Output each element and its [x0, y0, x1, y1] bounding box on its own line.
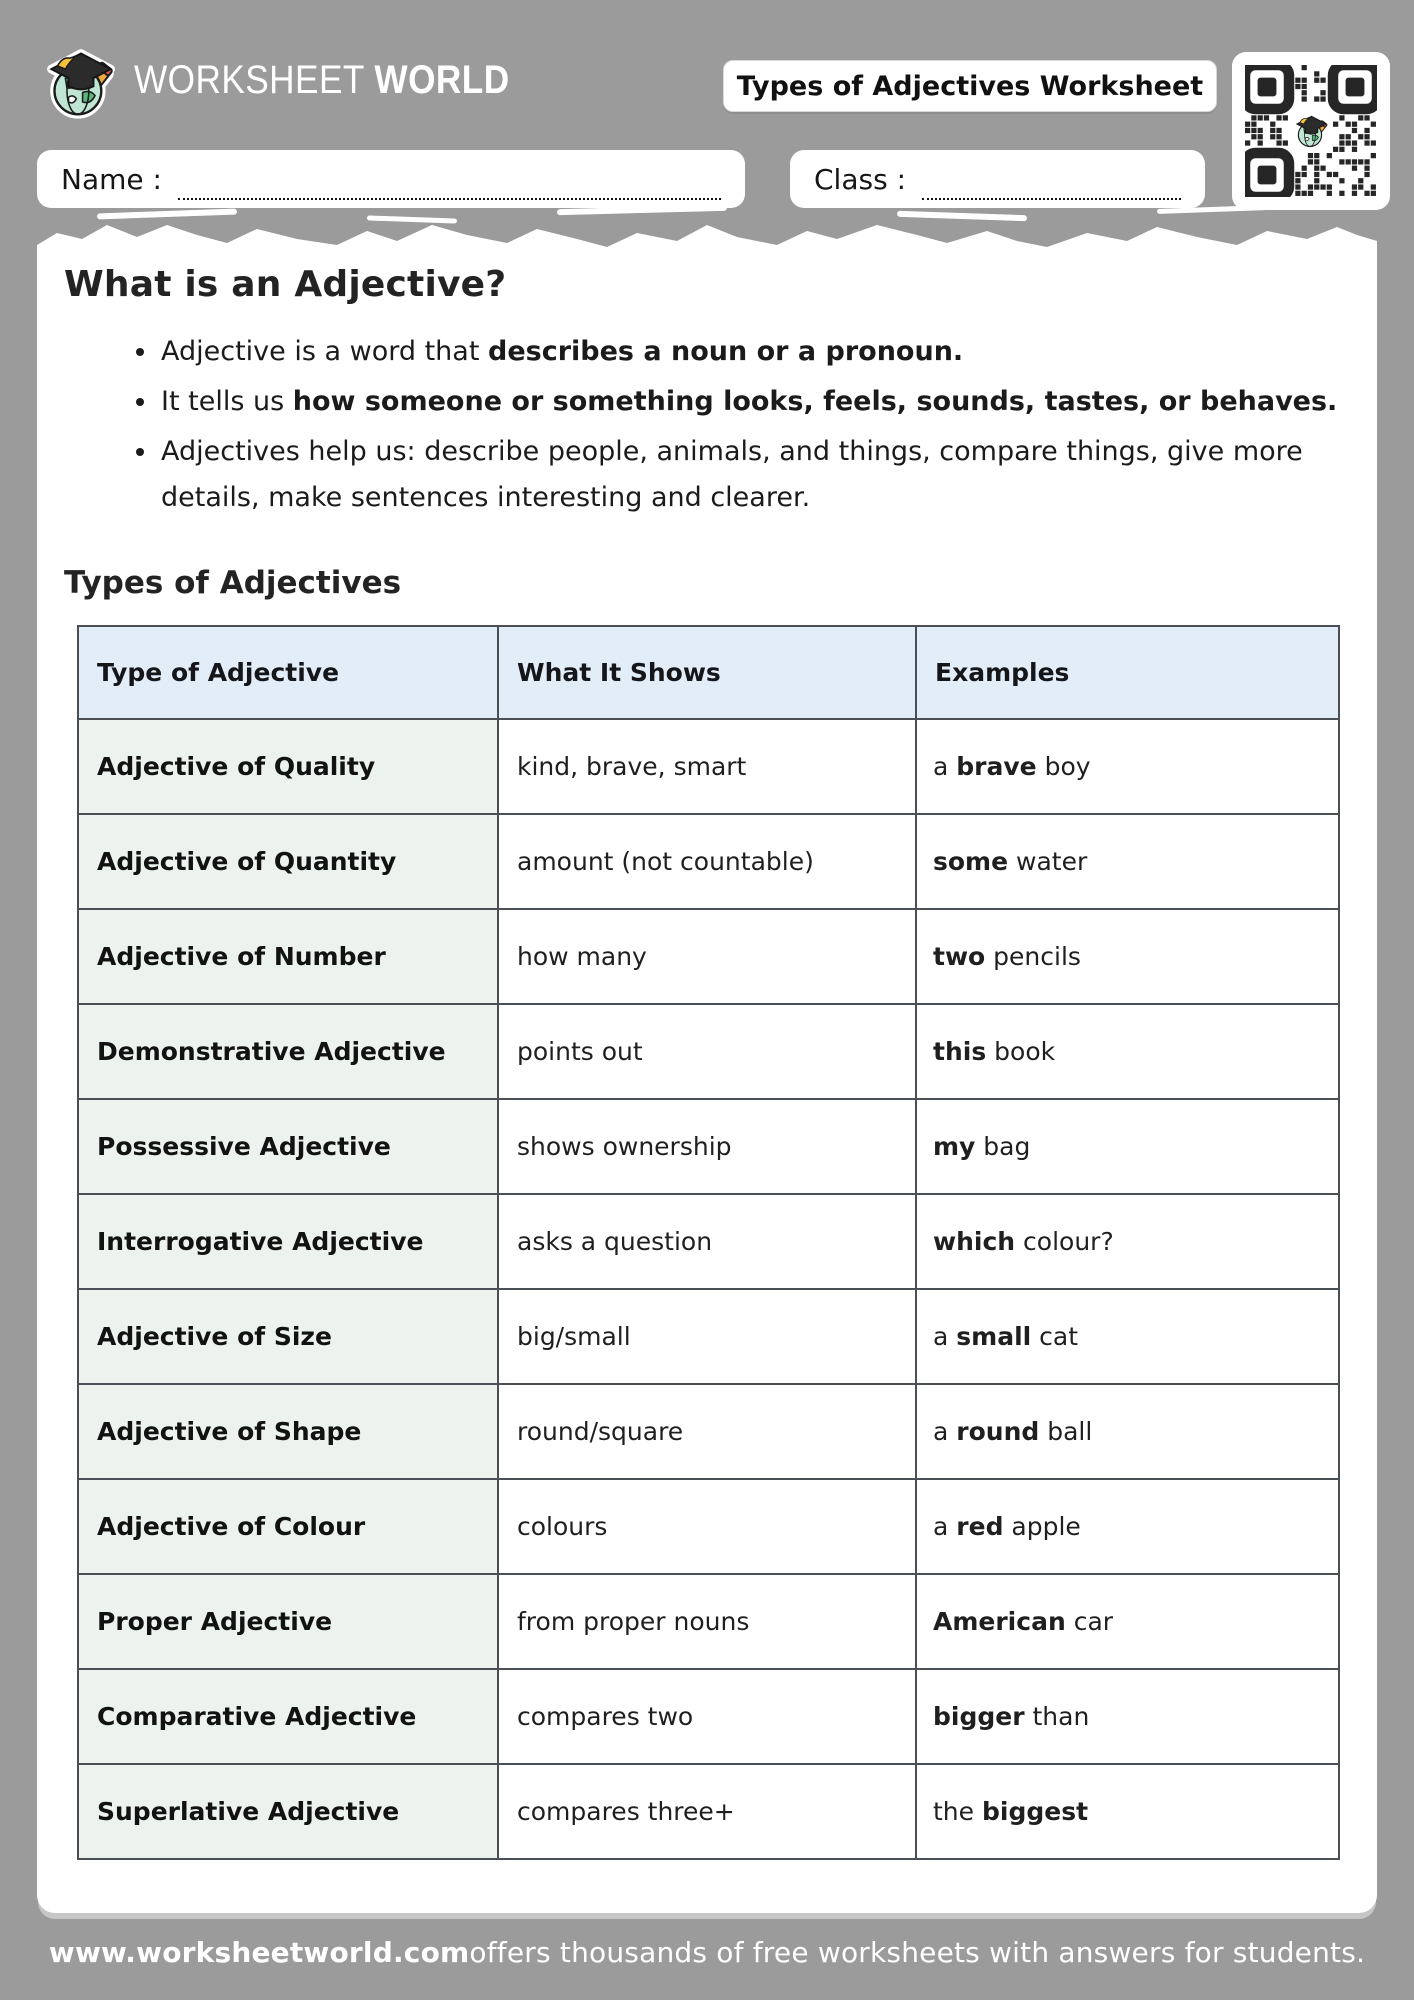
table-row [78, 814, 1339, 909]
logo [42, 36, 561, 124]
table-header-row [78, 626, 1339, 719]
cell-what-it-shows: colours [498, 1479, 916, 1574]
cell-type: Adjective of Number [78, 909, 498, 1004]
logo-wordmark [134, 58, 510, 103]
cell-example: the biggest [916, 1764, 1339, 1859]
table-header-cell: Type of Adjective [78, 626, 498, 719]
cell-example: bigger than [916, 1669, 1339, 1764]
qr-code-image [1245, 65, 1377, 197]
cell-what-it-shows: amount (not countable) [498, 814, 916, 909]
name-label: Name : [61, 163, 162, 196]
cell-example: this book [916, 1004, 1339, 1099]
table-row [78, 1479, 1339, 1574]
cell-what-it-shows: big/small [498, 1289, 916, 1384]
cell-type: Adjective of Quantity [78, 814, 498, 909]
cell-what-it-shows: round/square [498, 1384, 916, 1479]
table-row [78, 1194, 1339, 1289]
table-row [78, 1384, 1339, 1479]
worksheet-world-logo-icon [42, 36, 120, 124]
cell-what-it-shows: compares three+ [498, 1764, 916, 1859]
table-row [78, 1099, 1339, 1194]
worksheet-title-badge [723, 60, 1217, 112]
cell-type: Adjective of Quality [78, 719, 498, 814]
qr-code [1232, 52, 1390, 210]
table-section-heading: Types of Adjectives [64, 565, 402, 601]
table-header-cell: What It Shows [498, 626, 916, 719]
cell-example: American car [916, 1574, 1339, 1669]
class-label: Class : [814, 163, 906, 196]
intro-bullets [64, 329, 1338, 521]
adjective-types-table [77, 625, 1340, 1860]
cell-example: a red apple [916, 1479, 1339, 1574]
cell-what-it-shows: from proper nouns [498, 1574, 916, 1669]
cell-type: Adjective of Size [78, 1289, 498, 1384]
cell-type: Adjective of Colour [78, 1479, 498, 1574]
table-row [78, 1289, 1339, 1384]
cell-what-it-shows: compares two [498, 1669, 916, 1764]
sheet-content [37, 250, 1377, 1860]
cell-type: Proper Adjective [78, 1574, 498, 1669]
logo-word-worksheet: WORKSHEET [134, 57, 365, 102]
intro-heading: What is an Adjective? [64, 264, 507, 305]
worksheet-paper [37, 250, 1377, 1913]
cell-what-it-shows: asks a question [498, 1194, 916, 1289]
intro-bullet: • Adjectives help us: describe people, animals, and things, compare things, give more details, make sentences interesting and clearer. [159, 429, 1338, 521]
cell-type: Adjective of Shape [78, 1384, 498, 1479]
cell-what-it-shows: points out [498, 1004, 916, 1099]
qr-center-logo [1297, 116, 1327, 146]
table-row [78, 719, 1339, 814]
cell-example: some water [916, 814, 1339, 909]
cell-example: a brave boy [916, 719, 1339, 814]
cell-what-it-shows: kind, brave, smart [498, 719, 916, 814]
table-row [78, 1764, 1339, 1859]
cell-type: Demonstrative Adjective [78, 1004, 498, 1099]
cell-type: Superlative Adjective [78, 1764, 498, 1859]
intro-bullet: • Adjective is a word that describes a noun or a pronoun. [159, 329, 1338, 375]
cell-type: Possessive Adjective [78, 1099, 498, 1194]
cell-type: Interrogative Adjective [78, 1194, 498, 1289]
adjective-table-body [78, 719, 1339, 1859]
cell-what-it-shows: shows ownership [498, 1099, 916, 1194]
table-row [78, 1574, 1339, 1669]
cell-type: Comparative Adjective [78, 1669, 498, 1764]
cell-example: my bag [916, 1099, 1339, 1194]
table-row [78, 909, 1339, 1004]
logo-word-world: WORLD [374, 57, 510, 102]
worksheet-title: Types of Adjectives Worksheet [736, 70, 1204, 102]
intro-bullet: • It tells us how someone or something looks, feels, sounds, tastes, or behaves. [159, 379, 1338, 425]
cell-example: two pencils [916, 909, 1339, 1004]
torn-paper-edge [37, 195, 1377, 255]
table-header-cell: Examples [916, 626, 1339, 719]
cell-example: a round ball [916, 1384, 1339, 1479]
table-row [78, 1669, 1339, 1764]
footer-tagline: www.worksheetworld.com offers thousands of free worksheets with answers for students. [48, 1935, 1366, 1969]
cell-example: which colour? [916, 1194, 1339, 1289]
cell-example: a small cat [916, 1289, 1339, 1384]
cell-what-it-shows: how many [498, 909, 916, 1004]
table-row [78, 1004, 1339, 1099]
